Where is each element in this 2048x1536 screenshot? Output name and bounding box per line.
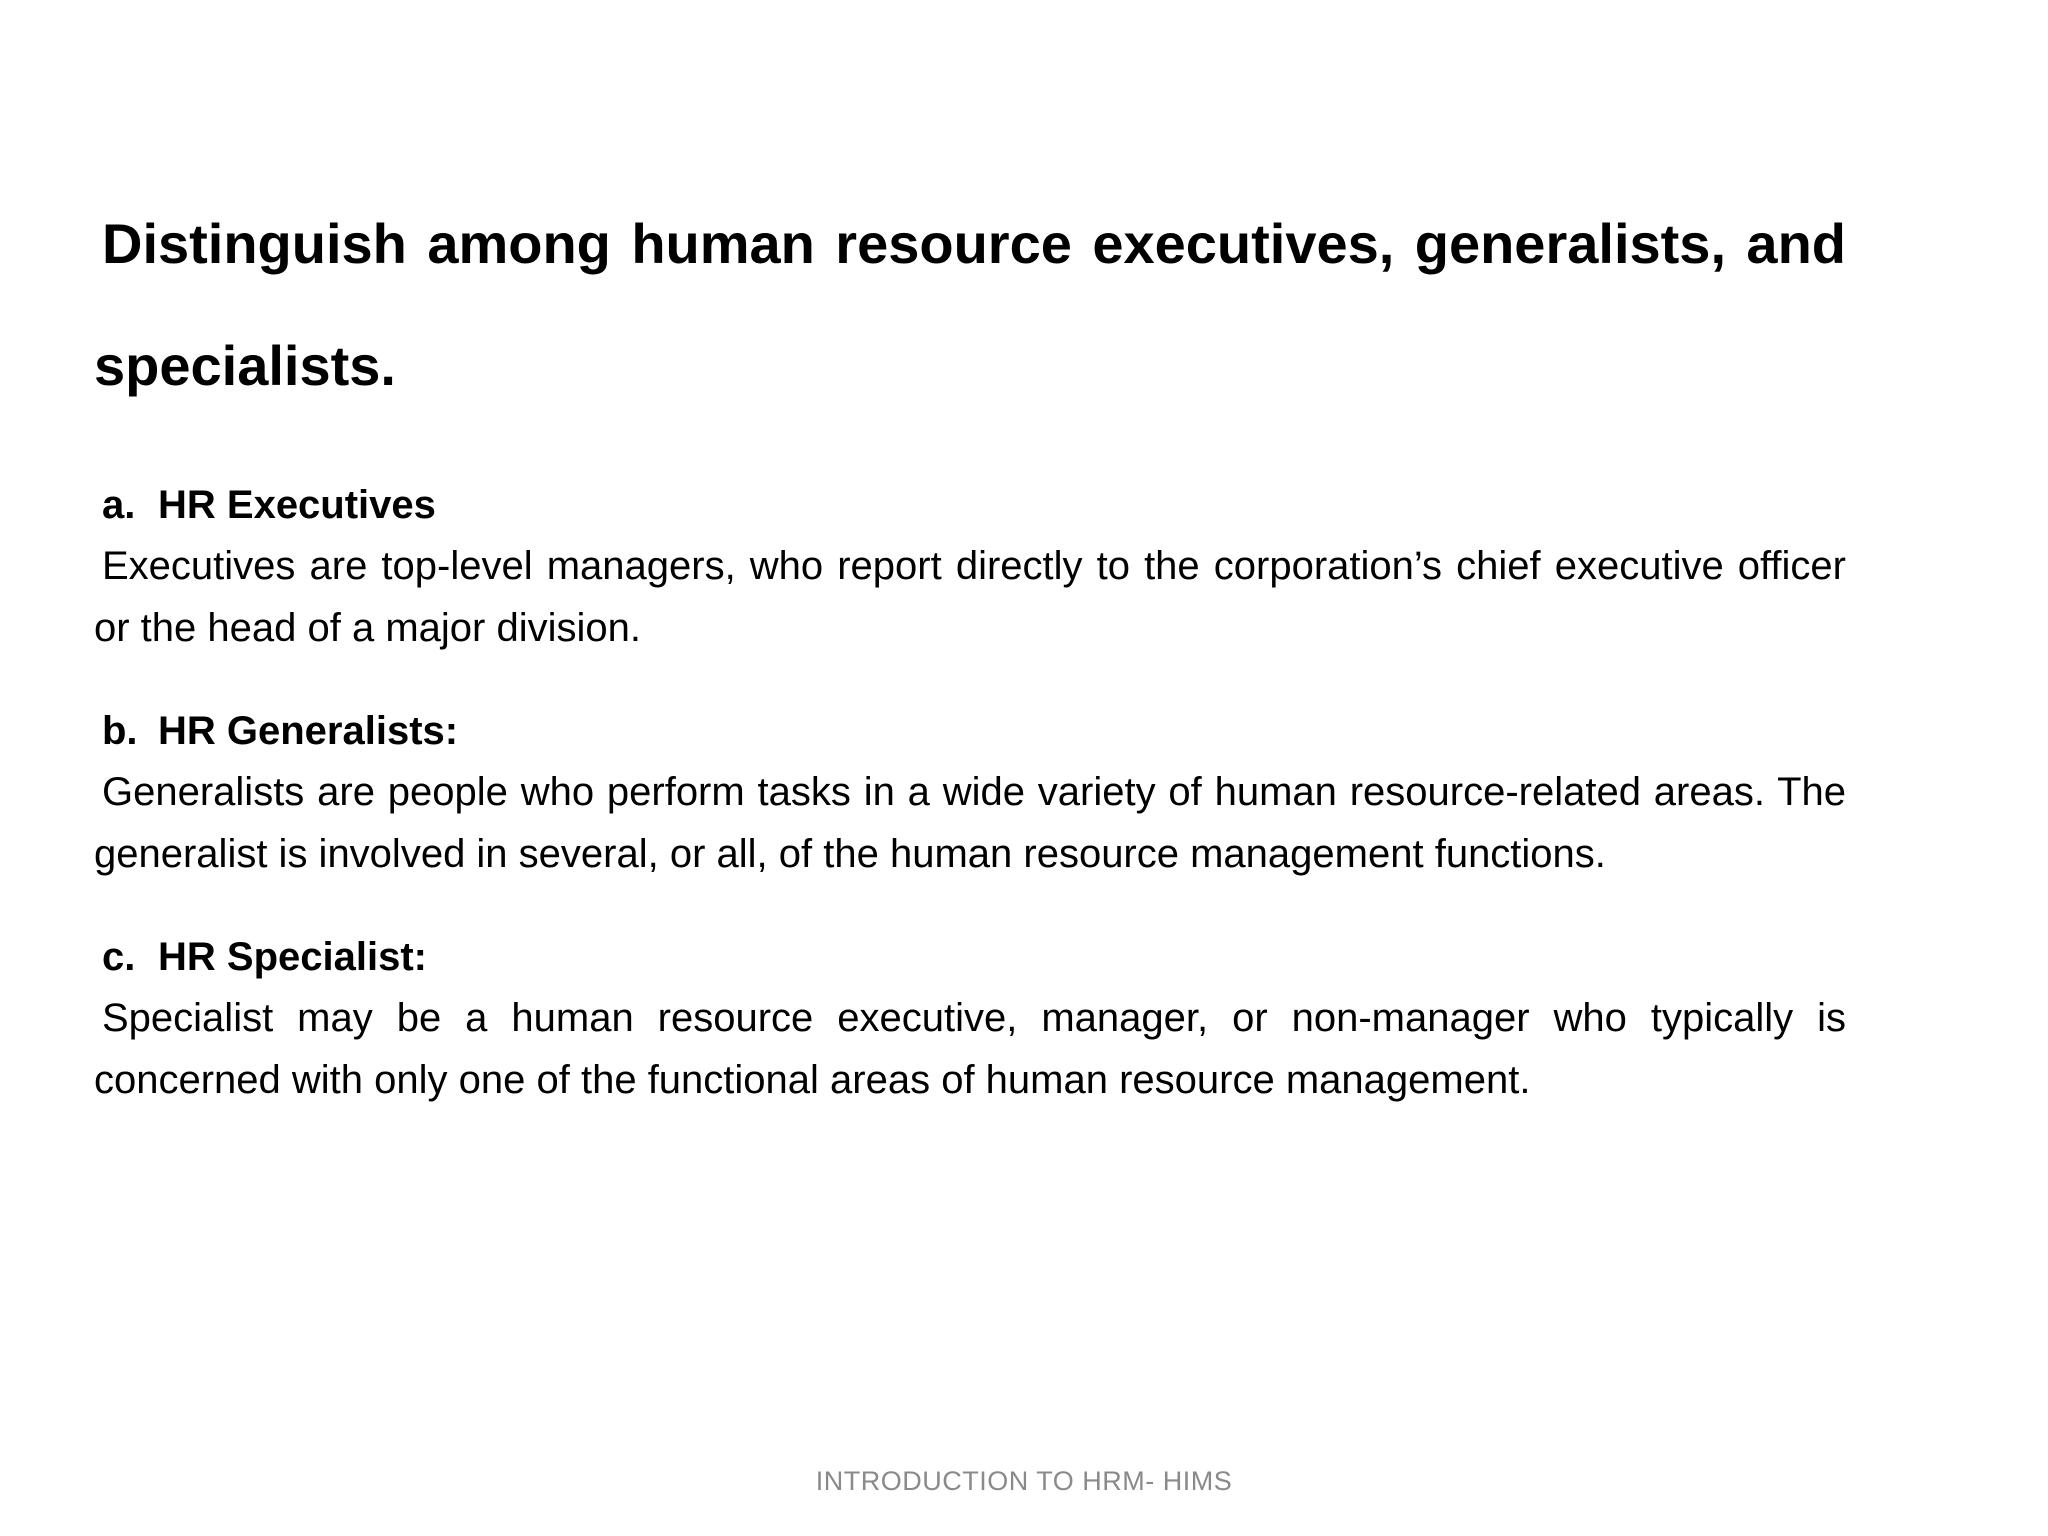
section-hr-generalists (94, 701, 1846, 885)
section-body: Generalists are people who perform tasks in a wide variety of human resource-related areas. The generalist is involved in several, or all, of the human resource management functions. (94, 770, 1846, 876)
slide-footer: INTRODUCTION TO HRM- HIMS (815, 1466, 1233, 1496)
section-marker: a. (102, 483, 136, 527)
section-marker: c. (102, 935, 136, 979)
section-hr-specialist (94, 927, 1846, 1111)
section-marker: b. (102, 709, 138, 753)
slide-title: Distinguish among human resource executives, generalists, and specialists. (94, 212, 1846, 397)
section-heading-label: HR Specialist: (158, 935, 427, 979)
section-heading (94, 927, 1846, 987)
section-body: Specialist may be a human resource executive, manager, or non-manager who typically is concerned with only one of the functional areas of human resource management. (94, 996, 1846, 1102)
section-heading-label: HR Executives (158, 483, 436, 527)
slide-content (94, 183, 1846, 1111)
section-body: Executives are top-level managers, who report directly to the corporation’s chief executive officer or the head of a major division. (94, 544, 1846, 650)
section-heading (94, 475, 1846, 535)
section-heading-label: HR Generalists: (158, 709, 459, 753)
section-hr-executives (94, 475, 1846, 659)
section-heading (94, 701, 1846, 761)
